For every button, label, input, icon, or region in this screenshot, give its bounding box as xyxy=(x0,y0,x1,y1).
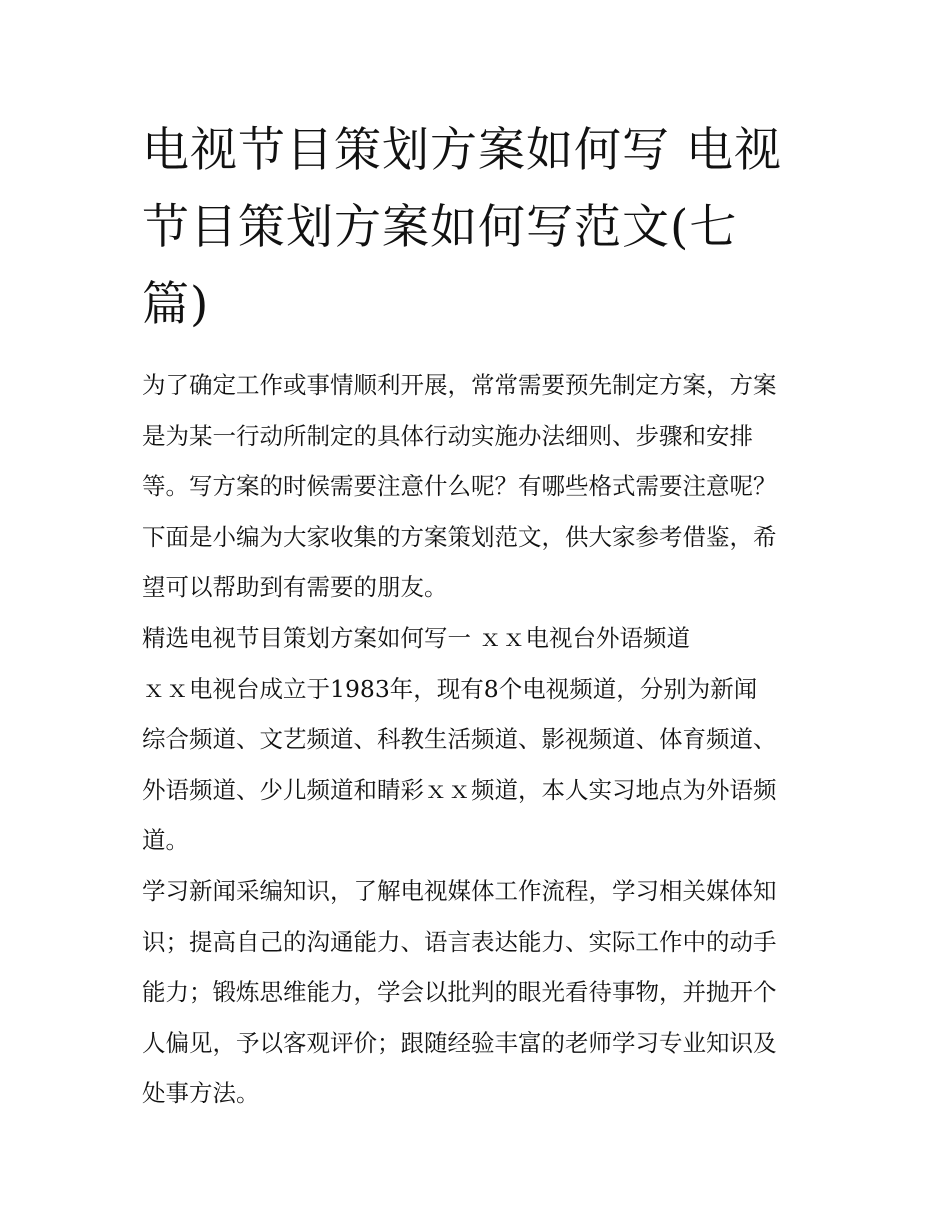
paragraph xyxy=(142,360,832,613)
text-line: 人偏见，予以客观评价；跟随经验丰富的老师学习专业知识及 xyxy=(142,1028,777,1057)
text-line: 是为某一行动所制定的具体行动实施办法细则、步骤和安排 xyxy=(142,421,753,450)
title-line: 电视节目策划方案如何写 电视 xyxy=(142,123,782,178)
text-line: 外语频道、少儿频道和睛彩ｘｘ频道，本人实习地点为外语频 xyxy=(142,775,777,804)
document-title xyxy=(142,112,822,343)
text-line: 学习新闻采编知识，了解电视媒体工作流程，学习相关媒体知 xyxy=(142,876,777,905)
paragraph xyxy=(142,866,832,1119)
text-line: 识；提高自己的沟通能力、语言表达能力、实际工作中的动手 xyxy=(142,927,777,956)
text-line: 下面是小编为大家收集的方案策划范文，供大家参考借鉴，希 xyxy=(142,522,777,551)
text-line: 能力；锻炼思维能力，学会以批判的眼光看待事物，并抛开个 xyxy=(142,978,777,1007)
text-line: ｘｘ电视台成立于1983年，现有8个电视频道，分别为新闻 xyxy=(142,674,758,703)
paragraph xyxy=(142,664,832,866)
text-line: 望可以帮助到有需要的朋友。 xyxy=(142,573,448,602)
text-line: 道。 xyxy=(142,826,189,855)
title-line: 节目策划方案如何写范文(七 xyxy=(142,200,738,255)
document-body xyxy=(142,360,832,1119)
title-line: 篇) xyxy=(142,277,210,332)
text-line: 等。写方案的时候需要注意什么呢？有哪些格式需要注意呢？ xyxy=(142,472,777,501)
text-line: 处事方法。 xyxy=(142,1079,260,1108)
text-line: 综合频道、文艺频道、科教生活频道、影视频道、体育频道、 xyxy=(142,725,777,754)
text-line: 精选电视节目策划方案如何写一 ｘｘ电视台外语频道 xyxy=(142,623,690,652)
paragraph xyxy=(142,613,832,664)
text-line: 为了确定工作或事情顺利开展，常常需要预先制定方案，方案 xyxy=(142,371,777,399)
